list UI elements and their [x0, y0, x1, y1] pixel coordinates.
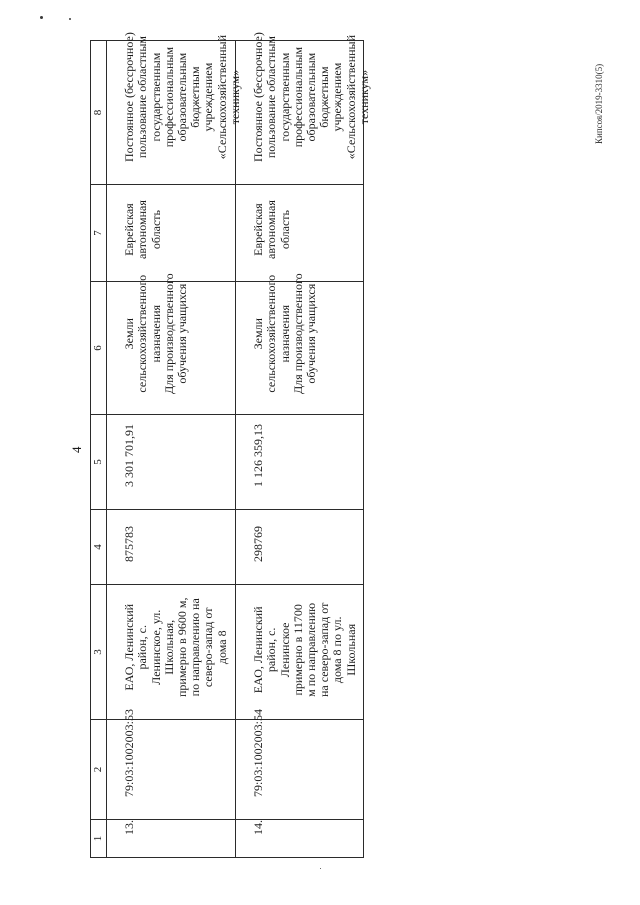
scan-speck — [40, 16, 43, 19]
area-cell — [107, 509, 236, 584]
row-number-cell — [107, 819, 236, 857]
cadastral-value-cell — [107, 414, 236, 509]
header-cell-6: 6 — [91, 281, 107, 414]
address-text: ЕАО, Ленинский район, с. Ленинское примерно в 11700 м по направлению на северо-запад от дома 8 по ул. Школьная — [251, 602, 358, 697]
cadastral-value-cell — [236, 414, 364, 509]
land-category-cell — [236, 273, 364, 414]
land-category-text: Земли сельскохозяйственного назначения Для производственного обучения учащихся — [122, 273, 190, 394]
address-cell — [236, 584, 364, 719]
scan-speck — [69, 18, 71, 20]
region-cell — [107, 184, 236, 281]
header-cell-3: 3 — [91, 584, 107, 719]
land-category-cell — [107, 273, 236, 414]
header-cell-4: 4 — [91, 509, 107, 584]
cadastral-value: 3 301 701,91 — [122, 424, 137, 487]
row-number-cell — [236, 819, 364, 857]
region-cell — [236, 184, 364, 281]
area-value: 875783 — [122, 526, 137, 562]
right-holder-cell — [107, 32, 242, 184]
right-holder-cell — [236, 32, 371, 184]
area-cell — [236, 509, 364, 584]
row-number: 14. — [251, 820, 266, 835]
cadastral-number: 79:03:1002003:53 — [122, 708, 137, 797]
footer-document-code: Кипсоя/2019-3310(5) — [594, 63, 604, 144]
address-cell — [107, 584, 236, 719]
land-plots-table — [90, 32, 371, 858]
header-cell-2: 2 — [91, 719, 107, 819]
cadastral-number-cell — [107, 708, 236, 819]
right-holder-text: Постоянное (бессрочное) пользование областным государственным профессиональным образовательным бюджетным учреждением «Сельскохозяйственный техникум» — [251, 32, 371, 162]
header-cell-7: 7 — [91, 184, 107, 281]
row-number: 13. — [122, 820, 137, 835]
scan-speck — [320, 868, 321, 869]
region-text: Еврейская автономная область — [251, 200, 292, 259]
header-cell-1: 1 — [91, 819, 107, 857]
cadastral-value: 1 126 359,13 — [251, 424, 266, 487]
header-cell-8: 8 — [91, 40, 107, 184]
area-value: 298769 — [251, 526, 266, 562]
header-cell-5: 5 — [91, 414, 107, 509]
page-number: 4 — [69, 446, 84, 453]
right-holder-text: Постоянное (бессрочное) пользование областным государственным профессиональным образовательным бюджетным учреждением «Сельскохозяйственный техникум» — [122, 32, 242, 162]
cadastral-number-cell — [236, 708, 364, 819]
region-text: Еврейская автономная область — [122, 200, 163, 259]
cadastral-number: 79:03:1002003:54 — [251, 708, 266, 797]
land-category-text: Земли сельскохозяйственного назначения Для производственного обучения учащихся — [251, 273, 319, 394]
address-text: ЕАО, Ленинский район, с. Ленинское, ул. Школьная, примерно в 9600 м, по направлению на северо-запад от дома 8 — [122, 597, 229, 697]
